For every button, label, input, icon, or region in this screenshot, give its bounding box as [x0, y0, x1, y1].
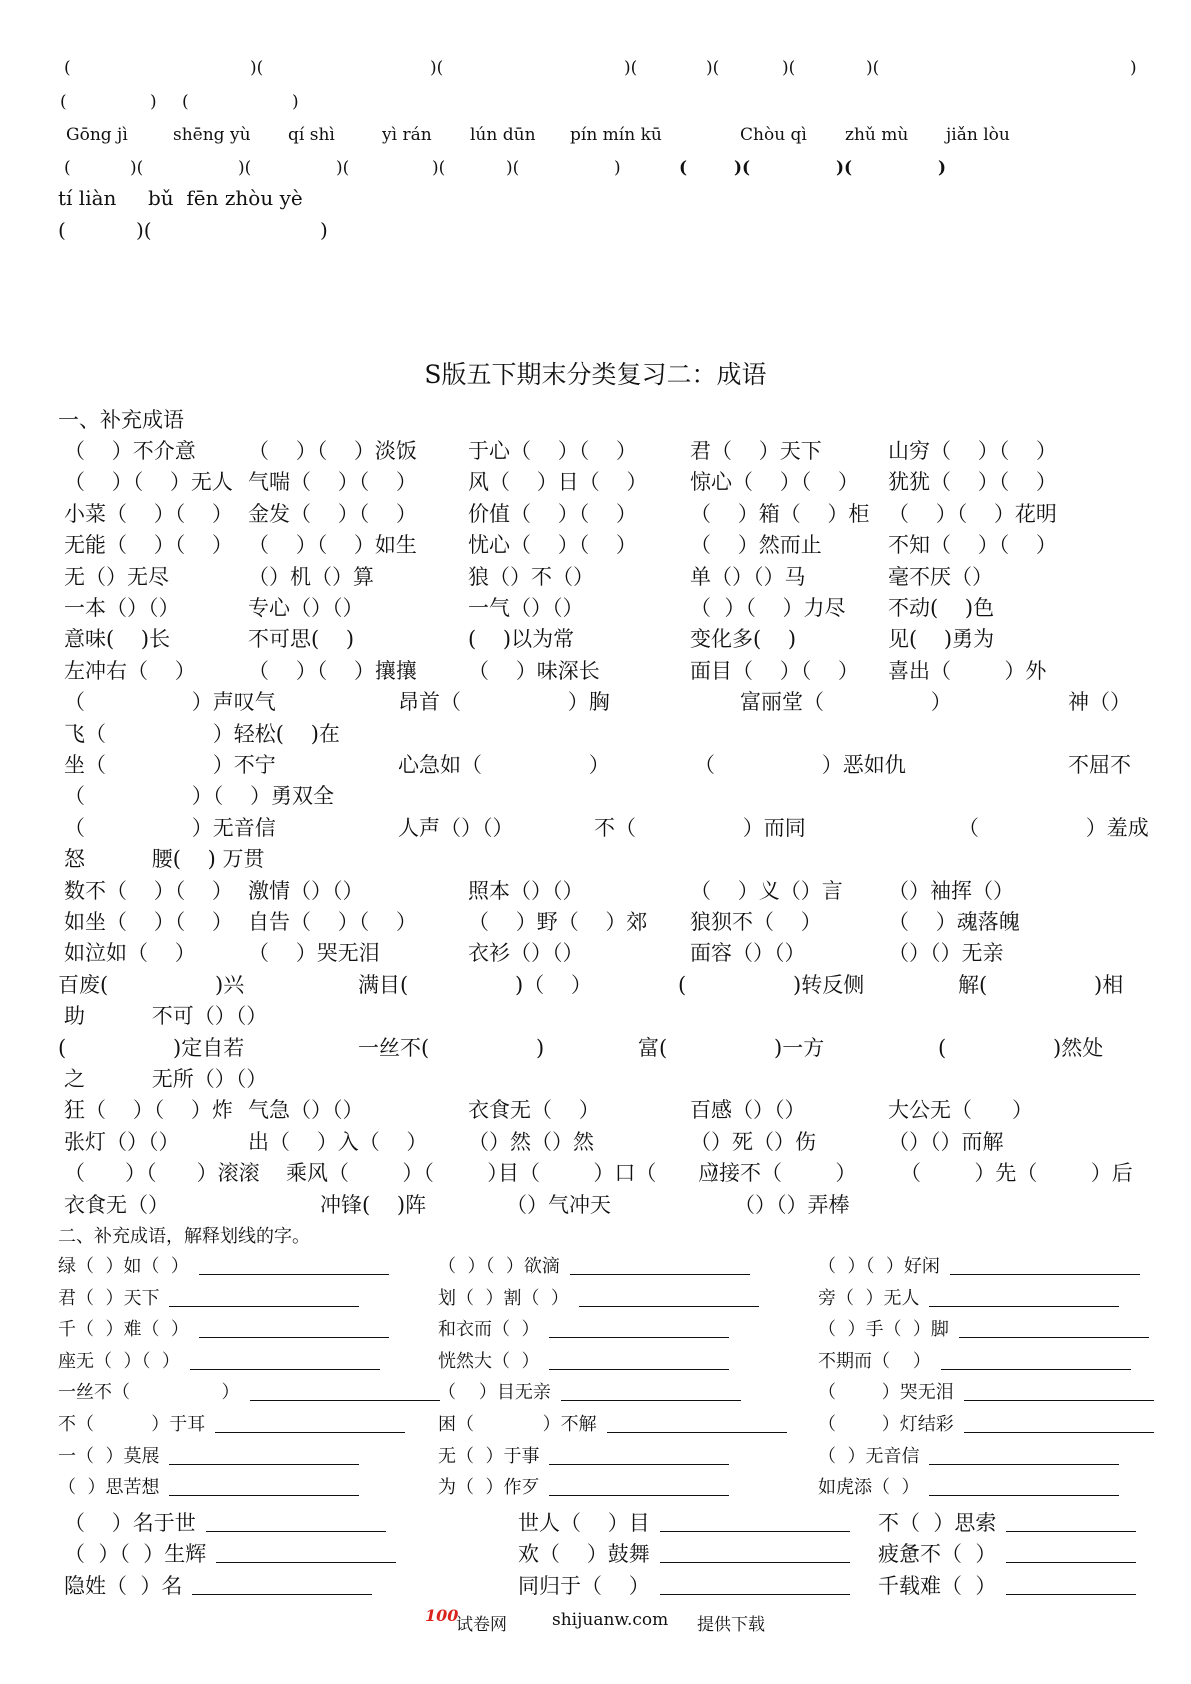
idiom-item: 风（ ）日（ ） [468, 470, 648, 495]
idiom-item: 不可思( ) [248, 627, 355, 652]
answer-blank[interactable] [941, 1369, 1131, 1370]
idiom-item: 如虎添（ ） [818, 1477, 920, 1499]
part1-heading [58, 404, 1138, 434]
idiom-row [58, 529, 1138, 559]
bracket-text: )( [430, 58, 444, 78]
idiom-item: （ ）（ ）攘攘 [248, 658, 417, 683]
answer-blank[interactable] [192, 1594, 372, 1595]
bracket-text: )( [706, 58, 720, 78]
idiom-item: （ ）（ ）如生 [248, 533, 417, 558]
bracket-text: )( [130, 158, 144, 178]
pinyin-words-row-2 [58, 186, 1138, 216]
bracket-text: ) [320, 218, 328, 242]
bracket-text: )( [238, 158, 252, 178]
idiom-item: 左冲右（ ） [64, 658, 196, 683]
explain-row [58, 1378, 1138, 1408]
bracket-text: )( [136, 218, 152, 242]
idiom-item: 千（ ）难（ ） [58, 1319, 189, 1341]
pinyin-word: lún dūn [470, 125, 536, 145]
idiom-row [58, 592, 1138, 622]
idiom-item: 如坐（ ）（ ） [64, 910, 233, 934]
idiom-item: （ ）目无亲 [438, 1382, 551, 1404]
explain-row [58, 1538, 1138, 1568]
bracket-text: ) [614, 158, 621, 178]
idiom-item: 专心（）（） [248, 596, 364, 620]
answer-blank[interactable] [570, 1274, 750, 1275]
footer-site-name: 试卷网 [456, 1615, 507, 1635]
idiom-item: 不屈不 [1068, 753, 1131, 777]
explain-row [58, 1252, 1138, 1282]
bracket-text: )( [836, 158, 853, 178]
idiom-item: 欢（ ）鼓舞 [518, 1542, 650, 1567]
idiom-item: 绿（ ）如（ ） [58, 1256, 189, 1277]
idiom-row [58, 1032, 1138, 1062]
bracket-text: ) [150, 92, 157, 112]
answer-blank[interactable] [250, 1400, 440, 1401]
answer-blank[interactable] [1006, 1531, 1136, 1532]
idiom-item: ( )然处 [938, 1035, 1104, 1060]
idiom-item: 坐（ ）不宁 [64, 753, 276, 777]
bracket-text: )( [624, 58, 638, 78]
pinyin-bracket-row-3 [58, 158, 1138, 188]
bracket-text: )( [734, 158, 751, 178]
idiom-item: （ ）（ ）滚滚 [64, 1161, 260, 1186]
idiom-item: 隐姓（ ）名 [64, 1574, 183, 1598]
idiom-row [58, 1126, 1138, 1156]
idiom-item: 狼狈不（ ） [690, 910, 822, 934]
idiom-item: （ ）（ ）淡饭 [248, 439, 417, 463]
idiom-item: 旁（ ）无人 [818, 1287, 920, 1309]
idiom-item: 君（ ）天下 [690, 439, 822, 463]
bracket-text: ( [58, 218, 66, 242]
idiom-item: （ ）羞成 [958, 815, 1149, 840]
idiom-item: 激情（）（） [248, 878, 364, 903]
idiom-item: 如泣如（ ） [64, 941, 196, 966]
idiom-item: （）然（）然 [468, 1129, 594, 1154]
idiom-item: （）（）无亲 [888, 941, 1004, 966]
idiom-item: 百废( )兴 [58, 972, 245, 997]
idiom-item: 富丽堂（ ） [740, 690, 952, 715]
idiom-item: （ ）哭无泪 [818, 1382, 954, 1404]
answer-blank[interactable] [215, 1432, 405, 1433]
idiom-item: 乘风（ ）（ ） [286, 1161, 509, 1186]
site-logo: 100 [425, 1606, 459, 1625]
idiom-item: 意味( )长 [64, 627, 171, 652]
idiom-item: 于心（ ）（ ） [468, 439, 637, 463]
idiom-item: （ ）（ ）力尽 [690, 596, 846, 620]
idiom-item: （ ）无音信 [64, 815, 276, 840]
pinyin-word: jiǎn lòu [946, 125, 1010, 145]
bracket-text: ( [679, 158, 688, 178]
idiom-item: 助 不可（）（） [64, 1004, 268, 1029]
idiom-item: 飞（ ）轻松( )在 [64, 721, 340, 746]
idiom-item: 一（ ）莫展 [58, 1445, 160, 1467]
answer-blank[interactable] [607, 1432, 787, 1433]
idiom-item: 之 无所（）（） [64, 1067, 268, 1091]
idiom-item: （ ）（ ）生辉 [64, 1542, 207, 1567]
explain-row [58, 1410, 1138, 1440]
idiom-item: 山穷（ ）（ ） [888, 439, 1057, 463]
idiom-row [58, 1000, 1138, 1030]
idiom-item: 和衣而（ ） [438, 1319, 540, 1341]
answer-blank[interactable] [964, 1400, 1154, 1401]
idiom-item: （ ）味深长 [468, 658, 600, 683]
idiom-row [58, 969, 1138, 999]
idiom-item: 昂首（ ）胸 [398, 690, 610, 715]
idiom-item: （ ）声叹气 [64, 690, 276, 715]
bracket-text: )( [336, 158, 350, 178]
answer-blank[interactable] [169, 1495, 359, 1496]
idiom-item: 应接不（ ） [698, 1161, 857, 1186]
answer-blank[interactable] [549, 1337, 729, 1338]
idiom-item: 无（ ）于事 [438, 1445, 540, 1467]
idiom-row [58, 749, 1138, 779]
idiom-item: （ ）灯结彩 [818, 1414, 954, 1435]
bracket-text: ( [182, 92, 189, 112]
answer-blank[interactable] [199, 1274, 389, 1275]
idiom-item: 狂（ ）（ ）炸 [64, 1098, 233, 1123]
idiom-item: ( )以为常 [468, 627, 575, 652]
explain-row [58, 1315, 1138, 1345]
answer-blank[interactable] [549, 1369, 729, 1370]
pinyin-word: qí shì [288, 125, 335, 145]
idiom-item: 见( )勇为 [888, 627, 995, 652]
idiom-row [58, 623, 1138, 653]
idiom-item: （ ）魂落魄 [888, 910, 1020, 934]
pinyin-word: tí liàn [58, 186, 117, 210]
answer-blank[interactable] [660, 1562, 850, 1563]
idiom-item: ( )定自若 [58, 1035, 245, 1060]
idiom-item: （ ）（ ）无人 [64, 470, 233, 495]
idiom-item: 困（ ）不解 [438, 1414, 597, 1435]
explain-row [58, 1284, 1138, 1314]
idiom-row [58, 875, 1138, 905]
idiom-item: 神（） [1068, 690, 1131, 715]
idiom-item: 自告（ ）（ ） [248, 910, 417, 934]
idiom-item: 照本（）（） [468, 878, 584, 903]
answer-blank[interactable] [169, 1306, 359, 1307]
idiom-item: 狼（）不（） [468, 564, 594, 589]
idiom-item: （ ）思苦想 [58, 1477, 160, 1499]
idiom-item: 衣食无（） [64, 1192, 169, 1217]
explain-row [58, 1347, 1138, 1377]
answer-blank[interactable] [929, 1464, 1119, 1465]
answer-blank[interactable] [549, 1464, 729, 1465]
idiom-item: 百感（）（） [690, 1098, 806, 1123]
pinyin-word: Gōng jì [66, 125, 128, 145]
pinyin-bracket-row-2 [58, 92, 1138, 122]
idiom-item: 君（ ）天下 [58, 1287, 160, 1309]
idiom-row [58, 780, 1138, 810]
idiom-row [58, 435, 1138, 465]
idiom-item: 忧心（ ）（ ） [468, 533, 637, 558]
idiom-item: 同归于（ ） [518, 1574, 650, 1598]
idiom-item: 面容（）（） [690, 941, 806, 966]
idiom-item: （）（）弄棒 [734, 1192, 850, 1217]
idiom-item: （ ）不介意 [64, 439, 196, 463]
answer-blank[interactable] [950, 1274, 1140, 1275]
idiom-item: 不（ ）思索 [878, 1510, 997, 1535]
answer-blank[interactable] [959, 1337, 1149, 1338]
pinyin-bracket-row-1 [58, 58, 1138, 88]
idiom-item: 犹犹（ ）（ ） [888, 470, 1057, 495]
idiom-item: 惊心（ ）（ ） [690, 470, 859, 495]
answer-blank[interactable] [1006, 1594, 1136, 1595]
idiom-item: 张灯（）（） [64, 1129, 180, 1154]
idiom-row [58, 1094, 1138, 1124]
idiom-item: 价值（ ）（ ） [468, 501, 637, 526]
idiom-item: （ ）名于世 [64, 1510, 196, 1535]
idiom-item: 一丝不（ ） [58, 1382, 240, 1404]
footer-domain: shijuanw.com [552, 1610, 669, 1630]
idiom-item: （ ）义（）言 [690, 878, 843, 903]
idiom-item: 面目（ ）（ ） [690, 658, 859, 683]
idiom-item: 不（ ）于耳 [58, 1414, 206, 1435]
idiom-item: 心急如（ ） [398, 753, 610, 777]
idiom-row [58, 906, 1138, 936]
idiom-item: （ ）哭无泪 [248, 941, 380, 966]
idiom-item: 一气（）（） [468, 596, 584, 620]
idiom-item: 划（ ）割（ ） [438, 1287, 569, 1309]
idiom-item: 疲惫不（ ） [878, 1542, 997, 1567]
idiom-item: 大公无（ ） [888, 1098, 1034, 1123]
answer-blank[interactable] [216, 1562, 396, 1563]
idiom-row [58, 1063, 1138, 1093]
idiom-item: 目（ ）口（ ） [498, 1161, 731, 1186]
idiom-row [58, 937, 1138, 967]
idiom-row [58, 843, 1138, 873]
pinyin-words-row-1 [58, 125, 1138, 155]
answer-blank[interactable] [1006, 1562, 1136, 1563]
answer-blank[interactable] [549, 1495, 729, 1496]
answer-blank[interactable] [579, 1306, 759, 1307]
idiom-row [58, 561, 1138, 591]
bracket-text: )( [432, 158, 446, 178]
idiom-item: 座无（ ）（ ） [58, 1350, 180, 1372]
explain-row [58, 1473, 1138, 1503]
pinyin-word: yì rán [382, 125, 432, 145]
idiom-item: 衣衫（）（） [468, 941, 584, 966]
idiom-item: （ ）（ ）好闲 [818, 1256, 940, 1277]
idiom-row [58, 1189, 1138, 1219]
bracket-text: )( [506, 158, 520, 178]
answer-blank[interactable] [929, 1306, 1119, 1307]
idiom-row [58, 466, 1138, 496]
idiom-item: 不动( )色 [888, 596, 995, 620]
bracket-text: ( [64, 58, 71, 78]
answer-blank[interactable] [199, 1337, 389, 1338]
idiom-item: 不知（ ）（ ） [888, 533, 1057, 558]
idiom-item: （ ）（ ）勇双全 [64, 784, 335, 809]
idiom-item: （ ）（ ）花明 [888, 501, 1057, 526]
answer-blank[interactable] [169, 1464, 359, 1465]
idiom-row [58, 718, 1138, 748]
idiom-item: （）机（）算 [248, 564, 374, 589]
idiom-item: （ ）（ ）欲滴 [438, 1256, 560, 1277]
idiom-item: 富( )一方 [638, 1035, 825, 1060]
idiom-row [58, 655, 1138, 685]
idiom-item: 世人（ ）目 [518, 1510, 650, 1535]
pinyin-word: pín mín kū [570, 125, 662, 145]
idiom-item: （ ）无音信 [818, 1445, 920, 1467]
idiom-item: 毫不厌（） [888, 564, 993, 589]
answer-blank[interactable] [964, 1432, 1154, 1433]
idiom-item: 满目( )（ ） [358, 972, 592, 997]
idiom-item: 为（ ）作歹 [438, 1477, 540, 1499]
idiom-item: （）袖挥（） [888, 878, 1014, 903]
idiom-item: 小菜（ ）（ ） [64, 501, 233, 526]
idiom-item: （ ）野（ ）郊 [468, 910, 648, 934]
bracket-text: ( [64, 158, 71, 178]
idiom-item: 数不（ ）（ ） [64, 878, 233, 903]
idiom-row [58, 686, 1138, 716]
pinyin-word: shēng yù [173, 125, 251, 145]
idiom-item: （ ）恶如仇 [694, 753, 906, 777]
bracket-text: )( [782, 58, 796, 78]
idiom-item: （ ）箱（ ）柜 [690, 501, 870, 526]
part2-heading [58, 1222, 1138, 1252]
idiom-row [58, 812, 1149, 842]
answer-blank[interactable] [929, 1495, 1119, 1496]
page-title: S版五下期末分类复习二：成语 [424, 360, 767, 389]
idiom-item: ( )转反侧 [678, 972, 865, 997]
idiom-item: 千载难（ ） [878, 1574, 997, 1598]
idiom-item: 变化多( ) [690, 627, 797, 652]
idiom-item: （ ）手（ ）脚 [818, 1319, 949, 1341]
pinyin-bracket-row-4 [58, 218, 1138, 248]
section-heading: 一、补充成语 [58, 408, 184, 432]
idiom-item: 冲锋( )阵 [320, 1192, 427, 1217]
pinyin-word: Chòu qì [740, 125, 807, 145]
bracket-text: ) [938, 158, 947, 178]
idiom-item: （）死（）伤 [690, 1129, 816, 1154]
answer-blank[interactable] [660, 1594, 850, 1595]
idiom-item: （ ）先（ ）后 [900, 1161, 1133, 1186]
pinyin-word: bǔ fēn zhòu yè [148, 186, 303, 210]
idiom-item: 怒 腰( ) 万贯 [64, 847, 265, 872]
idiom-item: 恍然大（ ） [438, 1350, 540, 1372]
idiom-item: 无能（ ）（ ） [64, 533, 233, 558]
bracket-text: )( [250, 58, 264, 78]
bracket-text: ) [292, 92, 299, 112]
idiom-item: 不期而（ ） [818, 1350, 931, 1372]
answer-blank[interactable] [206, 1531, 386, 1532]
idiom-item: 一本（）（） [64, 596, 180, 620]
idiom-row [58, 498, 1138, 528]
pinyin-word: zhǔ mù [845, 125, 909, 145]
explain-row [58, 1442, 1138, 1472]
idiom-item: 衣食无（ ） [468, 1098, 600, 1123]
idiom-item: 人声（）（） [398, 815, 514, 840]
idiom-item: 喜出（ ）外 [888, 658, 1047, 683]
footer-note: 提供下载 [697, 1615, 765, 1635]
idiom-item: 单（）（）马 [690, 564, 806, 589]
idiom-item: 一丝不( ) [358, 1035, 545, 1060]
idiom-item: 出（ ）入（ ） [248, 1129, 428, 1154]
idiom-row [58, 1157, 1138, 1187]
bracket-text: )( [866, 58, 880, 78]
idiom-item: 金发（ ）（ ） [248, 501, 417, 526]
idiom-item: 气急（）（） [248, 1098, 364, 1123]
explain-row [58, 1570, 1138, 1600]
section-heading: 二、补充成语，解释划线的字。 [58, 1226, 310, 1247]
bracket-text: ) [1130, 58, 1137, 78]
idiom-item: 无（）无尽 [64, 564, 169, 589]
idiom-item: 不（ ）而同 [594, 815, 806, 840]
idiom-item: 气喘（ ）（ ） [248, 470, 417, 495]
idiom-item: （）（）而解 [888, 1129, 1004, 1154]
bracket-text: ( [60, 92, 67, 112]
idiom-item: （）气冲天 [506, 1192, 611, 1217]
idiom-item: （ ）然而止 [690, 533, 822, 558]
answer-blank[interactable] [190, 1369, 380, 1370]
idiom-item: 解( )相 [958, 972, 1124, 997]
answer-blank[interactable] [561, 1400, 741, 1401]
answer-blank[interactable] [660, 1531, 850, 1532]
explain-row [58, 1507, 1138, 1537]
